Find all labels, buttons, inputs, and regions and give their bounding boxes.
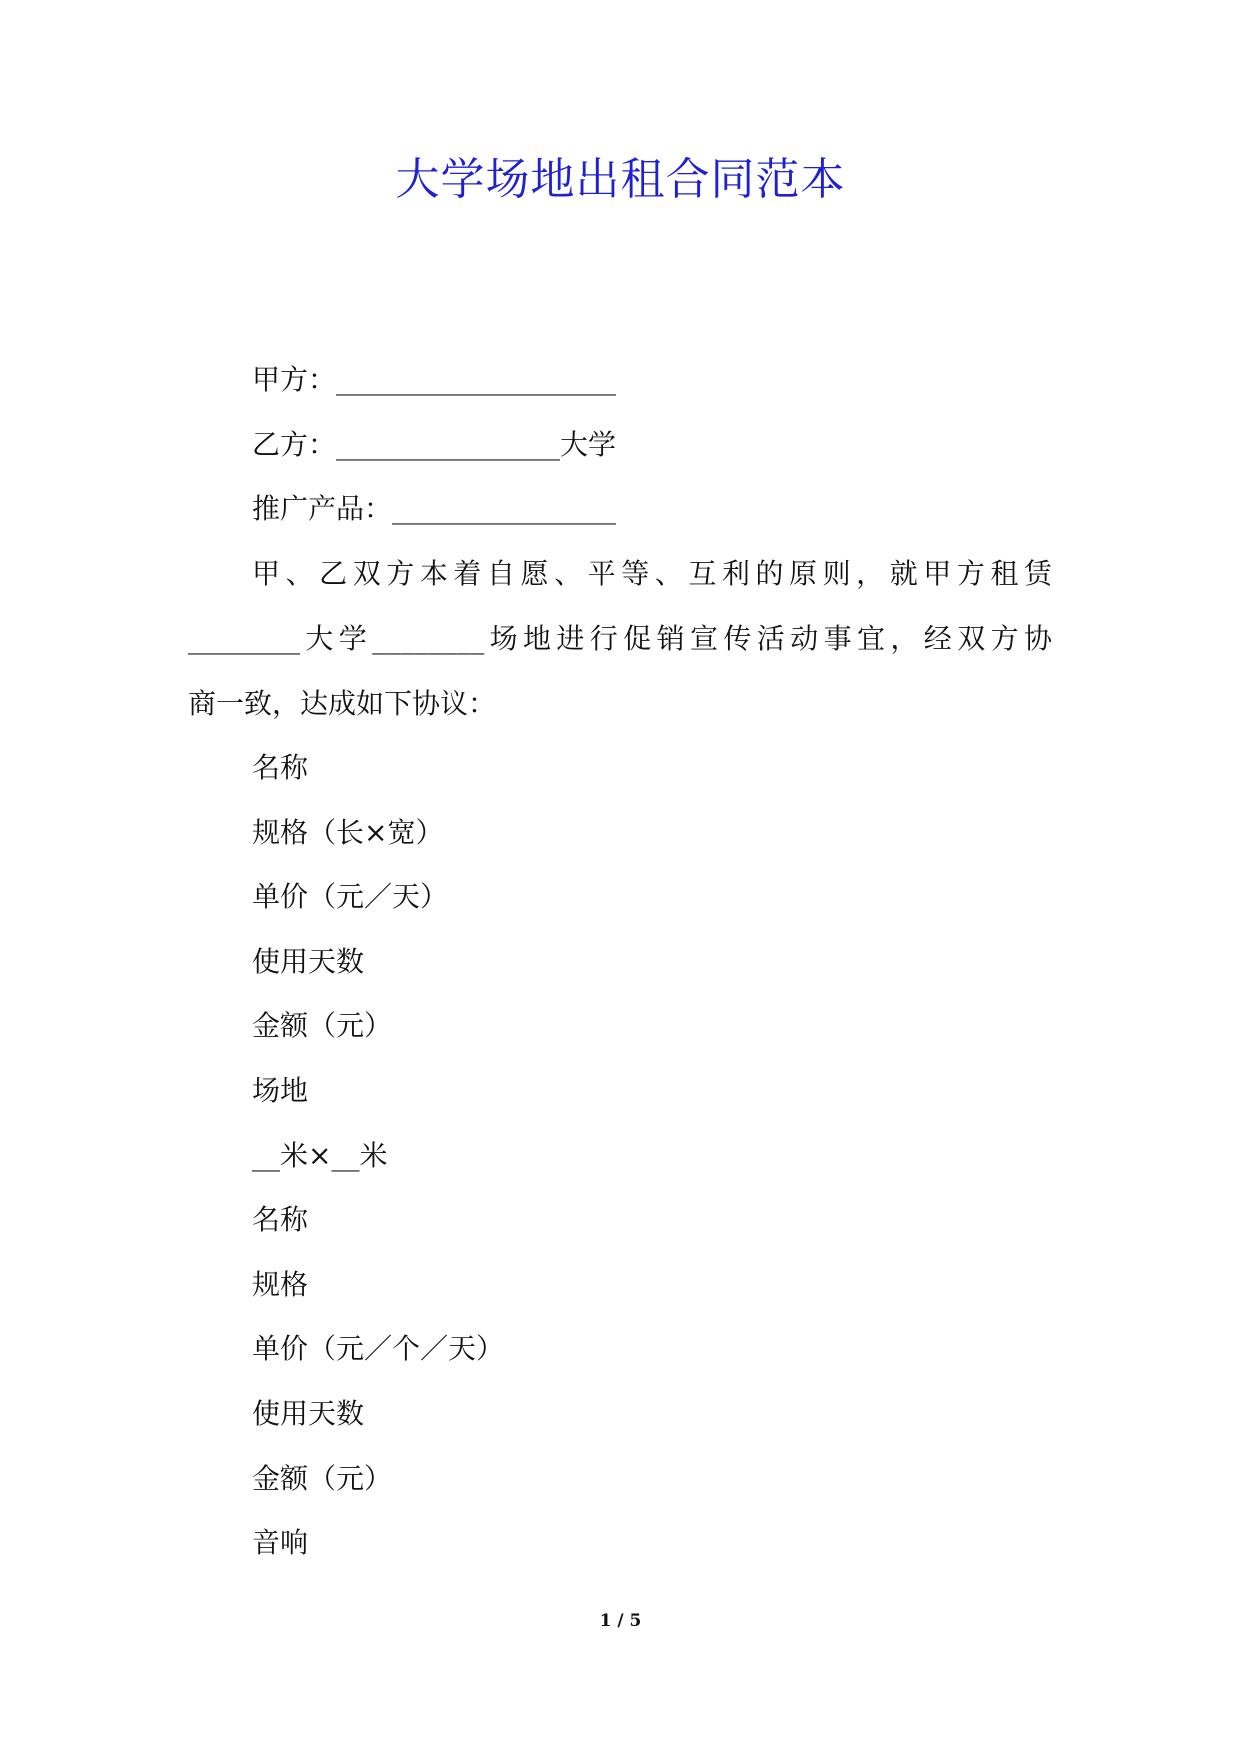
document-title: 大学场地出租合同范本 <box>395 154 846 205</box>
list-item: 金额（元） <box>252 1462 393 1495</box>
list-item: 使用天数 <box>252 945 365 978</box>
list-item: 使用天数 <box>252 1397 365 1430</box>
page-number: 1 / 5 <box>599 1611 642 1631</box>
list-item: __米×__米 <box>252 1139 388 1172</box>
intro-line-2: ________大学________场地进行促销宣传活动事宜，经双方协 <box>188 622 1052 655</box>
list-item: 规格（长×宽） <box>252 816 444 849</box>
list-item: 单价（元／天） <box>252 880 449 913</box>
list-item: 规格 <box>252 1268 309 1301</box>
list-item: 场地 <box>252 1074 309 1107</box>
party-a-line: 甲方：____________________ <box>252 363 617 396</box>
party-b-line: 乙方：________________大学 <box>252 428 617 461</box>
intro-line-3: 商一致，达成如下协议： <box>188 687 497 720</box>
list-item: 单价（元／个／天） <box>252 1332 505 1365</box>
list-item: 名称 <box>252 1203 309 1236</box>
product-line: 推广产品：________________ <box>252 492 617 525</box>
intro-paragraph <box>188 554 1052 724</box>
intro-line-1: 甲、乙双方本着自愿、平等、互利的原则，就甲方租赁 <box>252 557 1052 590</box>
list-item: 名称 <box>252 751 309 784</box>
list-item: 金额（元） <box>252 1009 393 1042</box>
list-item: 音响 <box>252 1526 309 1559</box>
